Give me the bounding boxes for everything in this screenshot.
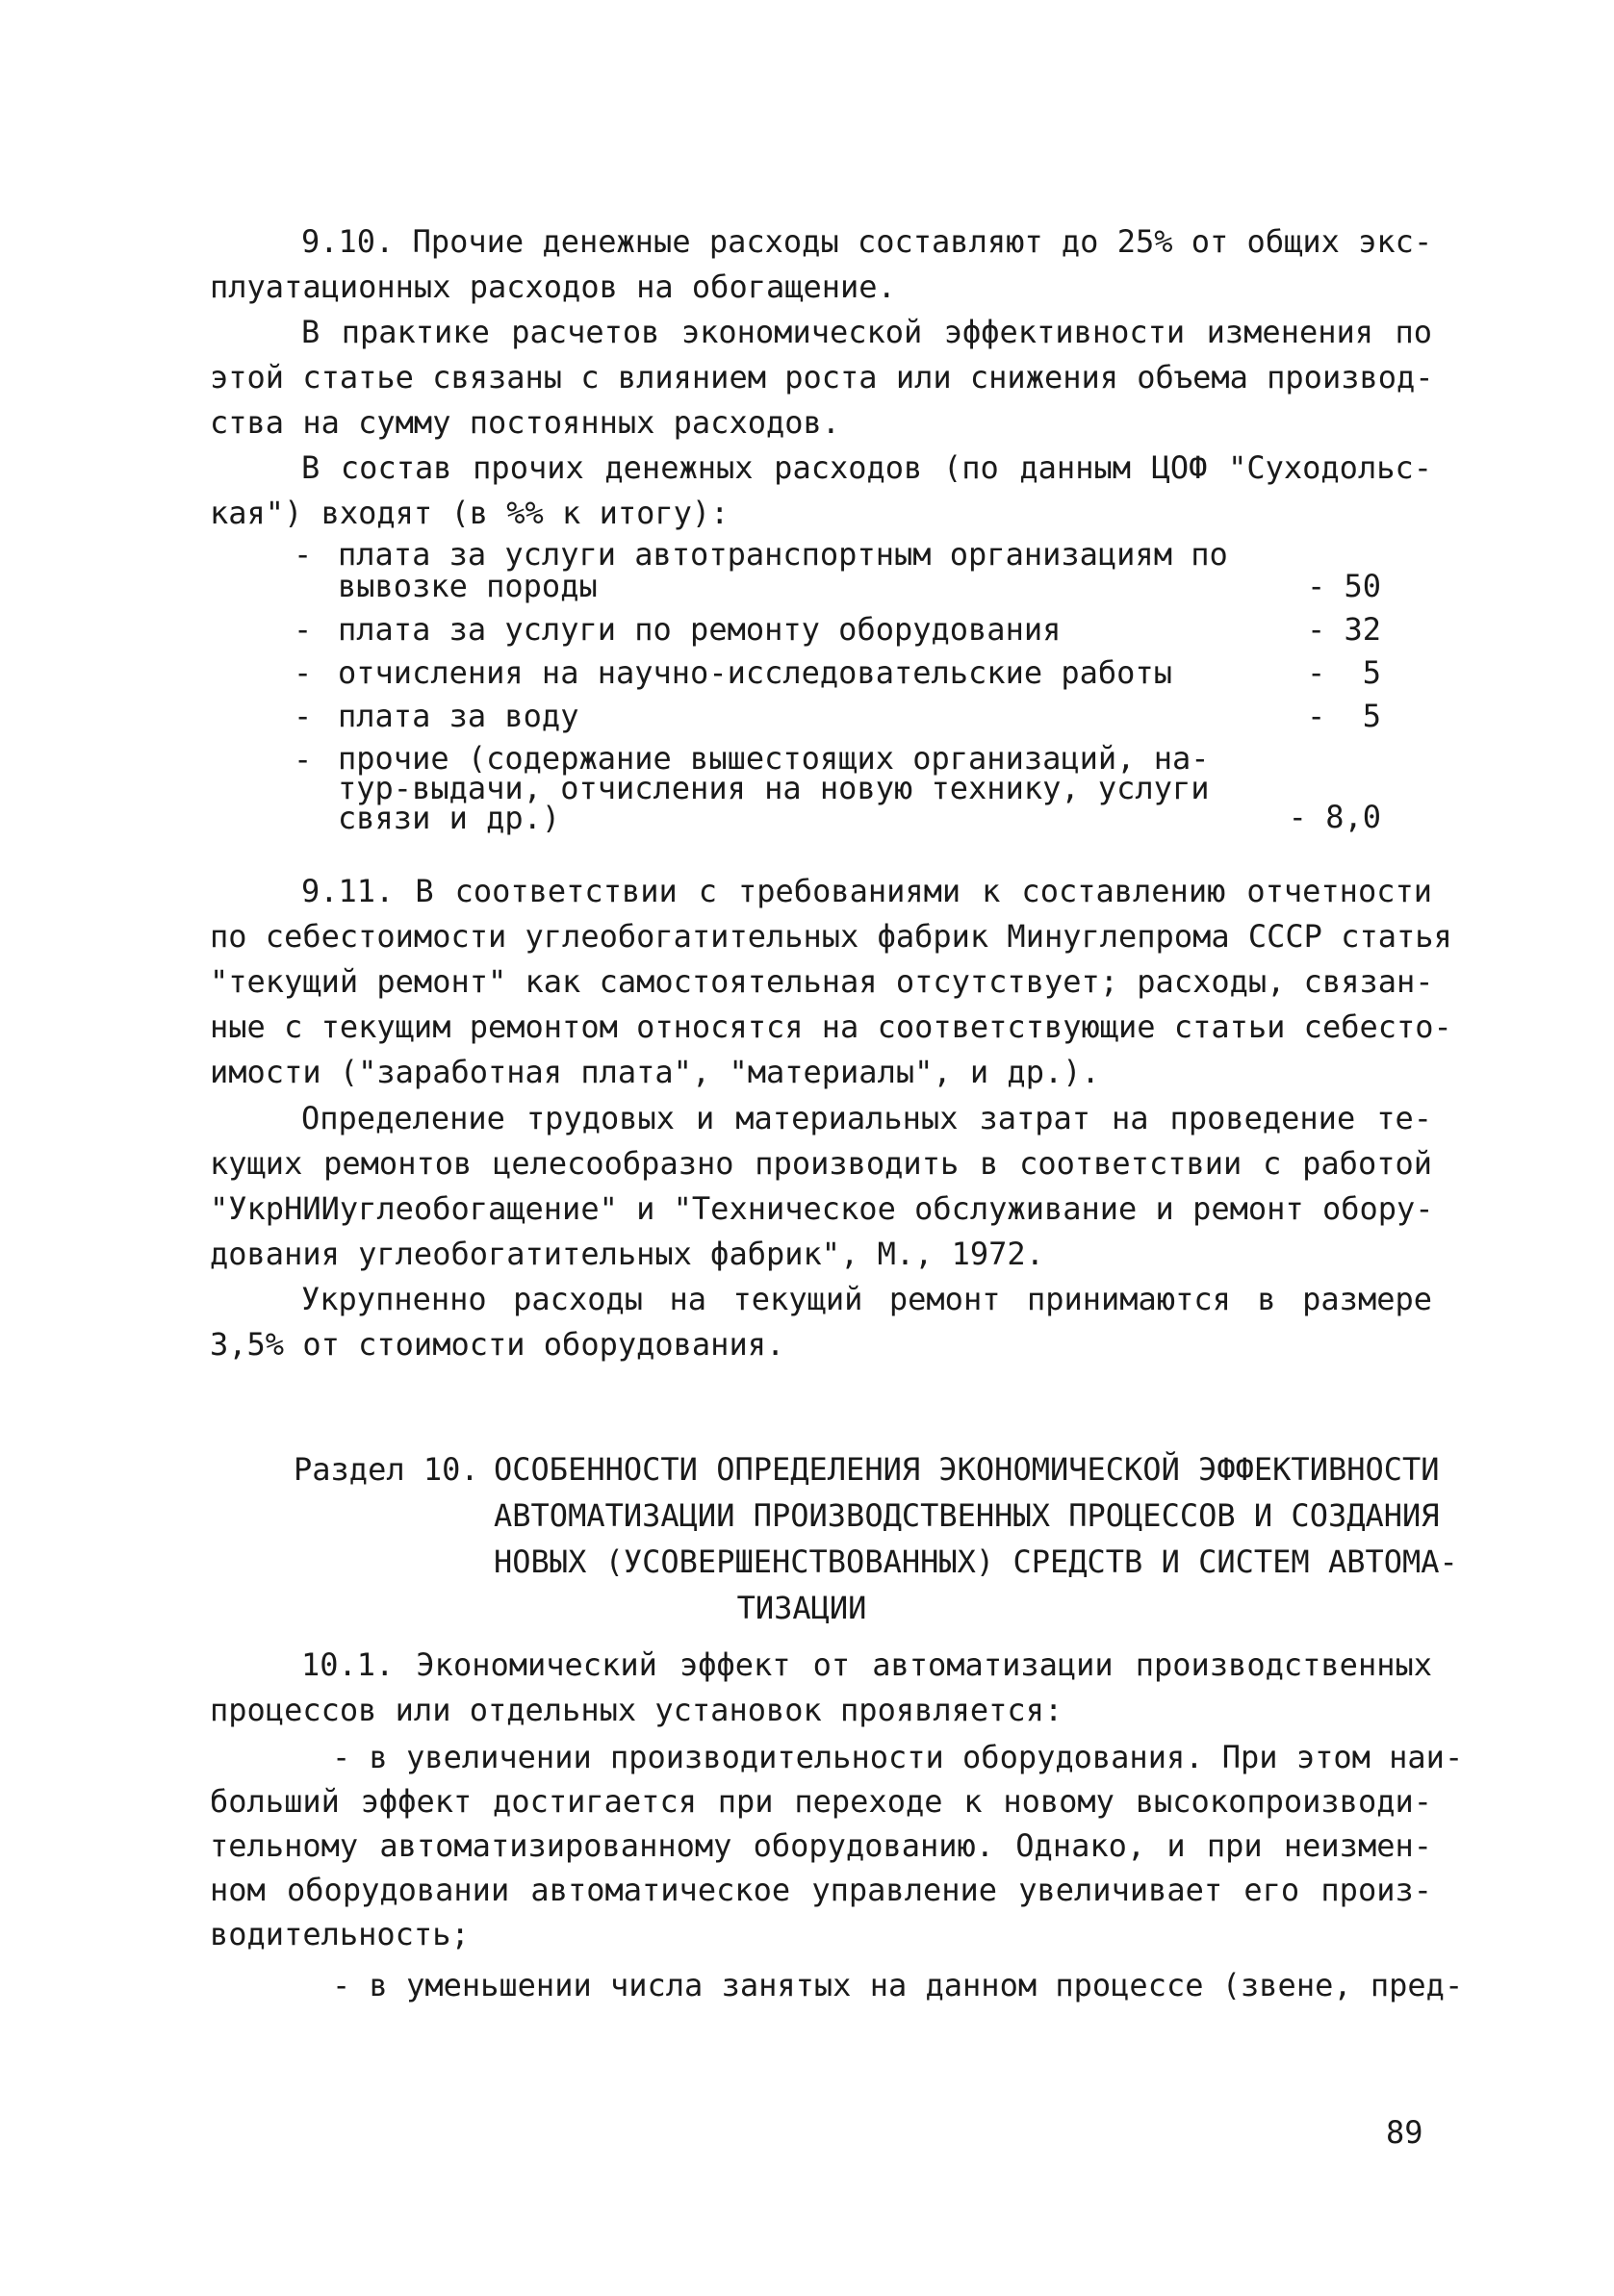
list-item-text: плата за услуги по ремонту оборудования [338,611,1062,648]
list-item [294,698,1381,734]
paragraph-practice [210,310,1432,446]
text-line: ные с текущим ремонтом относятся на соответствующие статьи себесто- [210,1008,1452,1045]
section-title-line: НОВЫХ (УСОВЕРШЕНСТВОВАННЫХ) СРЕДСТВ И СИСТЕМ АВТОМА- [494,1543,1458,1580]
text-line: больший эффект достигается при переходе к новому высокопроизводи- [210,1783,1432,1820]
list-dash: - [294,741,313,778]
text-line: кая") входят (в %% к итогу): [210,495,730,531]
text-line: Определение трудовых и материальных затрат на проведение те- [301,1100,1432,1136]
page-number: 89 [1386,2114,1423,2151]
paragraph-10-1 [210,1643,1432,1733]
text-line: "текущий ремонт" как самостоятельная отсутствует; расходы, связан- [210,963,1434,1000]
list-item-text: прочие (содержание вышестоящих организаций, на-тур-выдачи, отчисления на новую технику, услуги связи и др.) [338,740,1210,836]
list-item-value: - 50 [1306,568,1381,604]
section-label: Раздел 10. [294,1451,479,1488]
text-line: 9.11. В соответствии с требованиями к составлению отчетности [301,873,1432,909]
text-line: В состав прочих денежных расходов (по данным ЦОФ "Суходольс- [301,449,1432,486]
list-item-text: отчисления на научно-исследовательские работы [338,654,1172,691]
text-line: водительность; [210,1916,470,1952]
text-line: - в увеличении производительности оборудования. При этом наи- [332,1739,1464,1775]
cost-items-list [294,536,1381,836]
text-line: по себестоимости углеобогатительных фабрик Минуглепрома СССР статья [210,918,1452,955]
list-dash: - [294,611,313,648]
section-title-line: АВТОМАТИЗАЦИИ ПРОИЗВОДСТВЕННЫХ ПРОЦЕССОВ И СОЗДАНИЯ [494,1497,1440,1534]
section-title [494,1446,1458,1631]
text-line: 3,5% от стоимости оборудования. [210,1326,785,1363]
list-item-value: - 8,0 [1288,799,1381,835]
text-line: 10.1. Экономический эффект от автоматизации производственных [301,1646,1432,1683]
section-title-line: ОСОБЕННОСТИ ОПРЕДЕЛЕНИЯ ЭКОНОМИЧЕСКОЙ ЭФФЕКТИВНОСТИ [494,1451,1440,1488]
text-line: В практике расчетов экономической эффективности изменения по [301,314,1432,350]
section-title-line: ТИЗАЦИИ [736,1590,867,1626]
text-line: "УкрНИИуглеобогащение" и "Техническое обслуживание и ремонт обору- [210,1190,1434,1227]
list-dash: - [294,536,313,573]
text-line: имости ("заработная плата", "материалы", и др.). [210,1054,1100,1090]
list-item-value: - 5 [1306,654,1381,691]
list-item-text: плата за услуги автотранспортным организациям по вывозке породы [338,536,1228,604]
list-item [294,611,1381,648]
list-item [294,536,1381,604]
paragraph-composition [210,446,1432,536]
list-item [294,654,1381,691]
paragraph-labor-costs [210,1096,1432,1277]
text-line: ства на сумму постоянных расходов. [210,404,841,441]
text-line: 9.10. Прочие денежные расходы составляют до 25% от общих экс- [301,223,1433,260]
text-line: ном оборудовании автоматическое управление увеличивает его произ- [210,1872,1432,1908]
text-line: дования углеобогатительных фабрик", М., 1972. [210,1236,1044,1272]
text-line: процессов или отдельных установок проявляется: [210,1692,1063,1728]
paragraph-staff [210,1963,1464,2008]
list-item [294,740,1381,836]
text-line: тельному автоматизированному оборудованию. Однако, и при неизмен- [210,1827,1432,1864]
list-item-value: - 32 [1306,611,1381,648]
paragraph-enlarged [210,1277,1432,1367]
text-line: - в уменьшении числа занятых на данном процессе (звене, пред- [332,1967,1464,2003]
list-item-text: плата за воду [338,698,579,734]
text-line: Укрупненно расходы на текущий ремонт принимаются в размере [301,1281,1432,1317]
paragraph-productivity [210,1735,1464,1956]
paragraph-9-11 [210,869,1452,1095]
text-line: плуатационных расходов на обогащение. [210,268,896,305]
paragraph-9-10 [210,219,1432,310]
text-line: этой статье связаны с влиянием роста или снижения объема производ- [210,359,1434,395]
list-dash: - [294,654,313,691]
list-item-value: - 5 [1306,698,1381,734]
text-line: кущих ремонтов целесообразно производить в соответствии с работой [210,1145,1432,1182]
list-dash: - [294,698,313,734]
